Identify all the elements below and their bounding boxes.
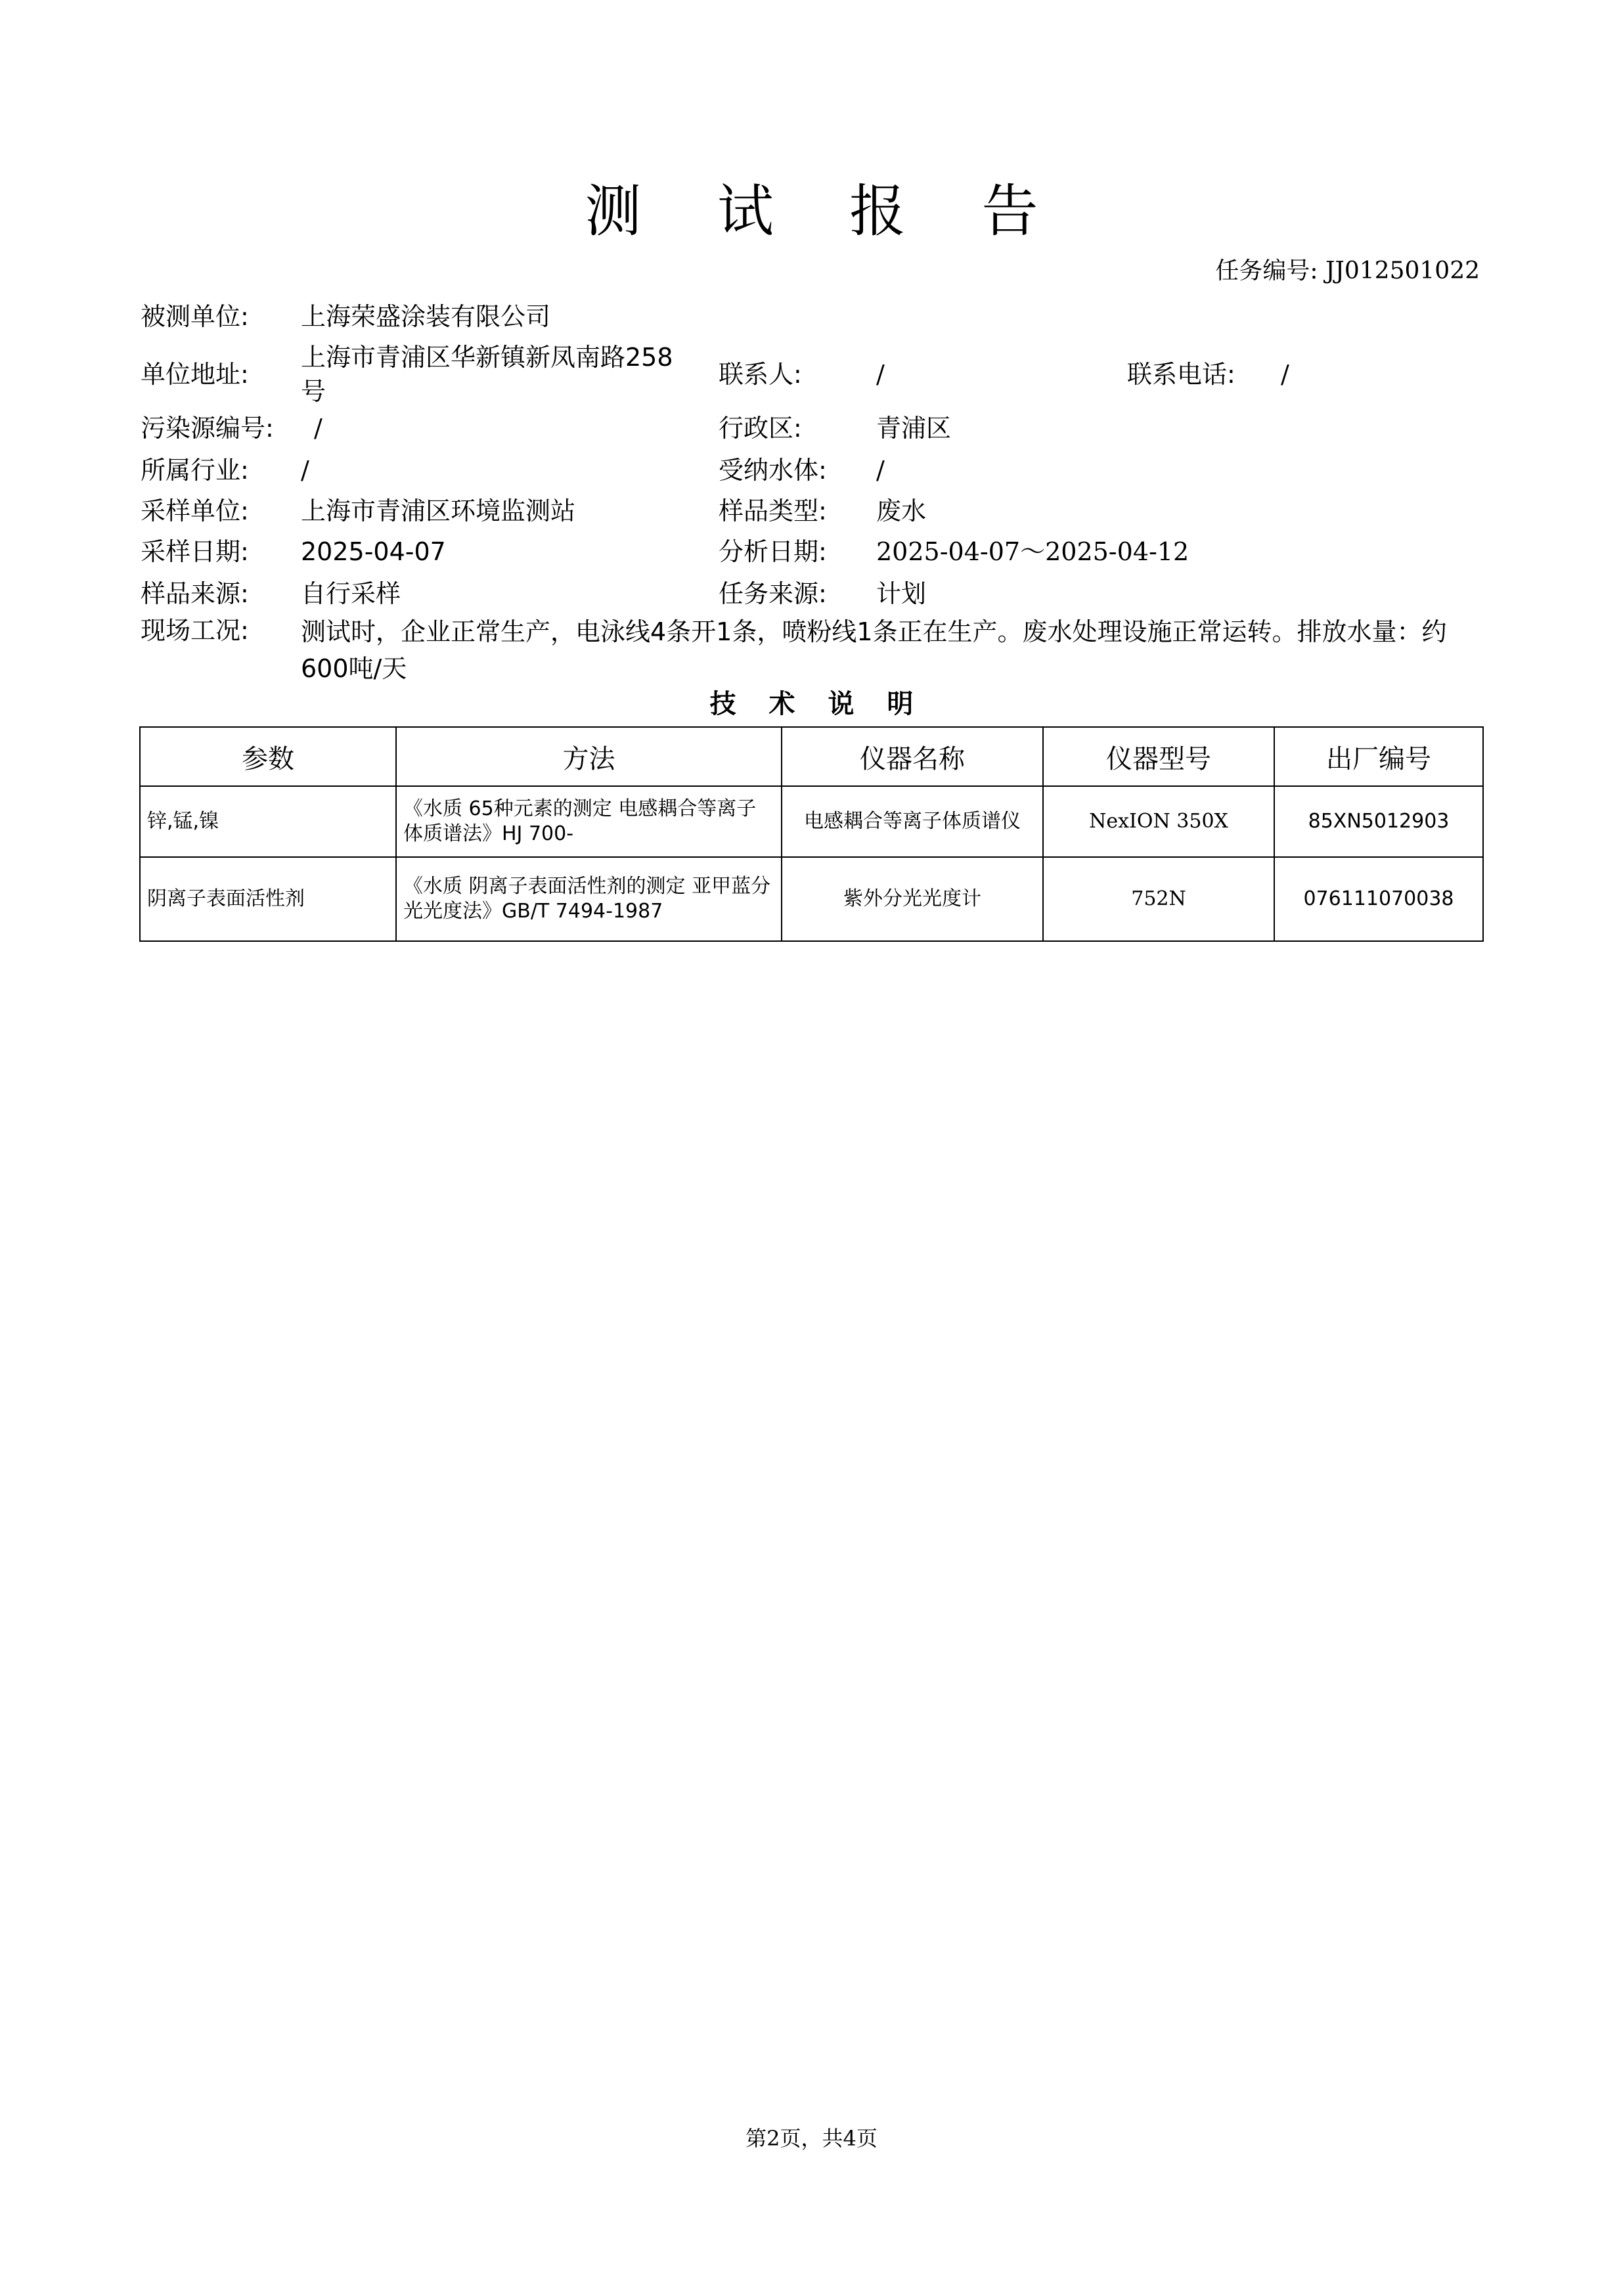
tested-unit-label: 被测单位: — [141, 302, 249, 331]
row-parameter: 锌,锰,镍 — [140, 786, 396, 857]
task-source-label: 任务来源: — [719, 579, 827, 608]
header-serial-no: 出厂编号 — [1274, 727, 1483, 786]
site-conditions-label: 现场工况: — [141, 616, 249, 645]
header-method: 方法 — [396, 727, 782, 786]
analysis-date-value: 2025-04-07～2025-04-12 — [876, 537, 1189, 566]
page-footer: 第2页，共4页 — [745, 2126, 878, 2151]
row-method: 《水质 65种元素的测定 电感耦合等离子体质谱法》HJ 700- — [396, 786, 782, 857]
analysis-date-label: 分析日期: — [719, 537, 827, 566]
contact-phone-value: / — [1281, 360, 1289, 389]
sample-source-value: 自行采样 — [301, 579, 401, 608]
technical-title: 技 术 说 明 — [709, 689, 925, 719]
sampling-unit-value: 上海市青浦区环境监测站 — [301, 497, 576, 525]
row-serial-no: 076111070038 — [1274, 857, 1483, 941]
sampling-date-label: 采样日期: — [141, 537, 249, 566]
row-serial-no: 85XN5012903 — [1274, 786, 1483, 857]
report-title: 测 试 报 告 — [585, 179, 1067, 244]
task-source-value: 计划 — [876, 579, 927, 608]
admin-district-label: 行政区: — [719, 414, 802, 443]
industry-value: / — [301, 456, 309, 485]
receiving-water-value: / — [876, 456, 885, 485]
unit-address-value: 上海市青浦区华新镇新凤南路258号 — [301, 343, 673, 406]
admin-district-value: 青浦区 — [876, 414, 952, 443]
sample-type-label: 样品类型: — [719, 497, 827, 525]
row-parameter: 阴离子表面活性剂 — [140, 857, 396, 941]
unit-address-label: 单位地址: — [141, 360, 249, 389]
table-row — [140, 786, 1483, 857]
sampling-date-value: 2025-04-07 — [301, 537, 446, 566]
pollution-source-value: / — [314, 414, 322, 443]
row-instrument-name: 电感耦合等离子体质谱仪 — [782, 786, 1043, 857]
tested-unit-value: 上海荣盛涂装有限公司 — [301, 302, 551, 331]
row-method: 《水质 阴离子表面活性剂的测定 亚甲蓝分光光度法》GB/T 7494-1987 — [396, 857, 782, 941]
pollution-source-label: 污染源编号: — [141, 414, 274, 443]
header-parameter: 参数 — [140, 727, 396, 786]
row-instrument-model: 752N — [1043, 857, 1274, 941]
task-number: 任务编号: JJ012501022 — [1215, 257, 1480, 284]
header-instrument-model: 仪器型号 — [1043, 727, 1274, 786]
header-instrument-name: 仪器名称 — [782, 727, 1043, 786]
row-instrument-name: 紫外分光光度计 — [782, 857, 1043, 941]
sample-type-value: 废水 — [876, 497, 927, 525]
row-instrument-model: NexION 350X — [1043, 786, 1274, 857]
receiving-water-label: 受纳水体: — [719, 456, 827, 485]
sample-source-label: 样品来源: — [141, 579, 249, 608]
contact-person-value: / — [876, 360, 885, 389]
contact-person-label: 联系人: — [719, 360, 802, 389]
industry-label: 所属行业: — [141, 456, 249, 485]
table-header-row — [140, 727, 1483, 786]
contact-phone-label: 联系电话: — [1127, 360, 1235, 389]
technical-table — [139, 726, 1484, 942]
table-row — [140, 857, 1483, 941]
sampling-unit-label: 采样单位: — [141, 497, 249, 525]
site-conditions-value: 测试时，企业正常生产，电泳线4条开1条，喷粉线1条正在生产。废水处理设施正常运转。排放水量：约600吨/天 — [301, 617, 1447, 683]
